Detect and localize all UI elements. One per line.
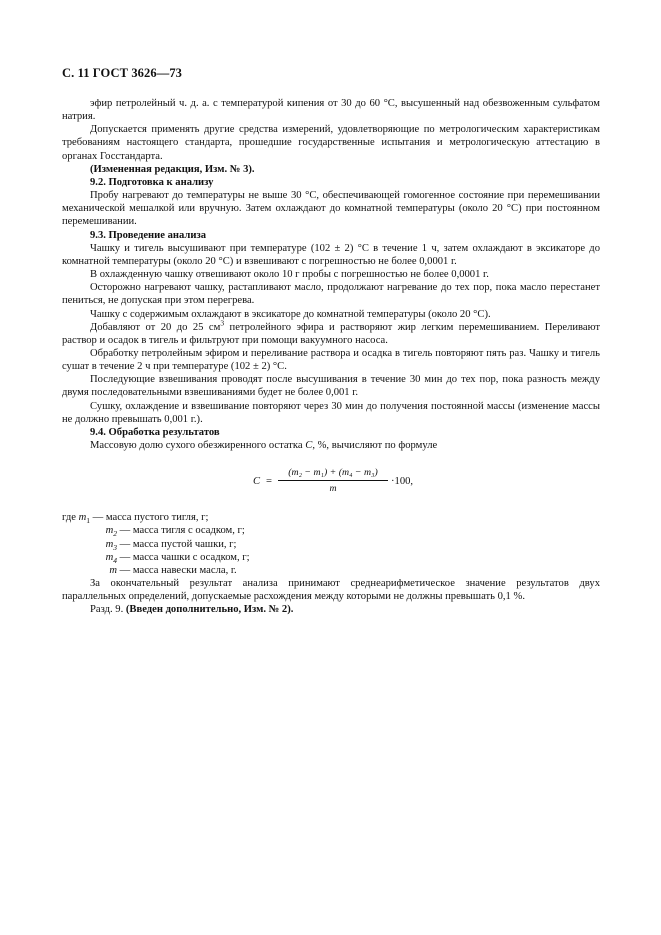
legend-symbol: m	[105, 525, 114, 537]
legend-symbol: m	[109, 564, 117, 576]
paragraph-ether-a: Добавляют от 20 до 25 см	[90, 321, 221, 333]
legend-symbol: m	[105, 551, 114, 563]
formula-block	[62, 466, 600, 498]
paragraph-heating: Осторожно нагревают чашку, растапливают масло, продолжают нагревание до тех пор, пока масло перестанет пениться, не допуская при этом перегрева.	[62, 282, 600, 307]
formula-fraction	[278, 466, 388, 495]
paragraph-weighing: В охлажденную чашку отвешивают около 10 г пробы с погрешностью не более 0,0001 г.	[90, 269, 489, 281]
paragraph-reagent: эфир петролейный ч. д. а. с температурой кипения от 30 до 60 °С, высушенный над обезвоженным сульфатом натрия.	[62, 98, 600, 123]
legend-where: где	[62, 512, 76, 524]
formula-intro-b: , %, вычисляют по формуле	[312, 440, 438, 452]
section-9-note	[62, 603, 600, 616]
variable-legend	[62, 511, 600, 577]
legend-row	[62, 564, 600, 577]
paragraph-final-result: За окончательный результат анализа принимают среднеарифметическое значение результатов двух параллельных определений, допускаемые расхождения между которыми не должны превышать 0,1 %.	[62, 577, 600, 603]
formula-numerator: (m₂ − m₁) + (m₄ − m₃)	[288, 467, 378, 479]
legend-text: — масса навески масла, г.	[117, 564, 237, 576]
paragraph-constant-mass: Сушку, охлаждение и взвешивание повторяют через 30 мин до получения постоянной массы (изменение массы не должно превышать 0,001 г.).	[62, 400, 600, 425]
paragraph-drying: Чашку и тигель высушивают при температуре (102 ± 2) °С в течение 1 ч, затем охлаждают в эксикаторе до комнатной температуры (около 20 °С) и взвешивают с погрешностью не более 0,0001 г.	[62, 242, 600, 267]
legend-text: — масса пустого тигля, г;	[89, 512, 209, 524]
cm3-superscript: 3	[220, 318, 225, 328]
legend-row	[62, 538, 600, 551]
legend-text: — масса чашки с осадком, г;	[117, 551, 250, 563]
legend-subscript: 4	[113, 555, 117, 565]
legend-row	[62, 551, 600, 564]
legend-subscript: 2	[113, 529, 117, 539]
legend-symbol: m	[78, 512, 87, 524]
section-heading-9-3: 9.3. Проведение анализа	[90, 229, 206, 241]
legend-row	[62, 511, 600, 524]
section-9-note-a: Разд. 9.	[90, 604, 126, 616]
paragraph-cooling: Чашку с содержимым охлаждают в эксикаторе до комнатной температуры (около 20 °С).	[90, 308, 491, 320]
paragraph-allowed-instruments: Допускается применять другие средства измерений, удовлетворяющие по метрологическим характеристикам требованиям настоящего стандарта, прошедшие государственные испытания и метрологическую аттестацию в органах Госстандарта.	[62, 124, 600, 162]
legend-symbol: m	[105, 538, 114, 550]
paragraph-ether	[62, 318, 600, 347]
legend-subscript: 3	[113, 542, 117, 552]
section-heading-9-2: 9.2. Подготовка к анализу	[90, 176, 214, 188]
paragraph-sample-prep: Пробу нагревают до температуры не выше 30 °С, обеспечивающей гомогенное состояние при перемешивании механической мешалкой или вручную. Затем охлаждают до комнатной температуры (около 20 °С) при постоянном перемешивании.	[62, 190, 600, 228]
legend-row	[62, 524, 600, 537]
formula-intro-a: Массовую долю сухого обезжиренного остатка	[90, 440, 306, 452]
legend-text: — масса тигля с осадком, г;	[117, 525, 245, 537]
amendment-note-3: (Измененная редакция, Изм. № 3).	[90, 163, 255, 175]
legend-text: — масса пустой чашки, г;	[117, 538, 237, 550]
paragraph-formula-intro	[62, 439, 600, 452]
formula-intro-var: С	[305, 440, 313, 452]
paragraph-subsequent-weighing: Последующие взвешивания проводят после высушивания в течение 30 мин до тех пор, пока разность между двумя последовательными взвешиваниями будет не более 0,001 г.	[62, 374, 600, 399]
formula-denominator: m	[329, 483, 337, 495]
fraction-bar	[278, 480, 388, 481]
formula-equals: =	[266, 476, 272, 488]
section-9-note-b: (Введен дополнительно, Изм. № 2).	[125, 604, 294, 616]
document-body	[62, 97, 600, 616]
page-header: С. 11 ГОСТ 3626—73	[62, 66, 183, 80]
legend-subscript: 1	[86, 516, 90, 526]
section-heading-9-4: 9.4. Обработка результатов	[90, 426, 220, 438]
formula-tail: ·100,	[391, 476, 414, 488]
paragraph-ether-b: петролейного эфира и растворяют жир легким перемешиванием. Переливают раствор и осадок в тигель и фильтруют при помощи вакуумного насоса.	[62, 321, 600, 346]
formula-lhs: С	[253, 476, 261, 488]
paragraph-repeat: Обработку петролейным эфиром и переливание раствора и осадка в тигель повторяют пять раз. Чашку и тигель сушат в течение 2 ч при температуре (102 ± 2) °С.	[62, 347, 600, 373]
